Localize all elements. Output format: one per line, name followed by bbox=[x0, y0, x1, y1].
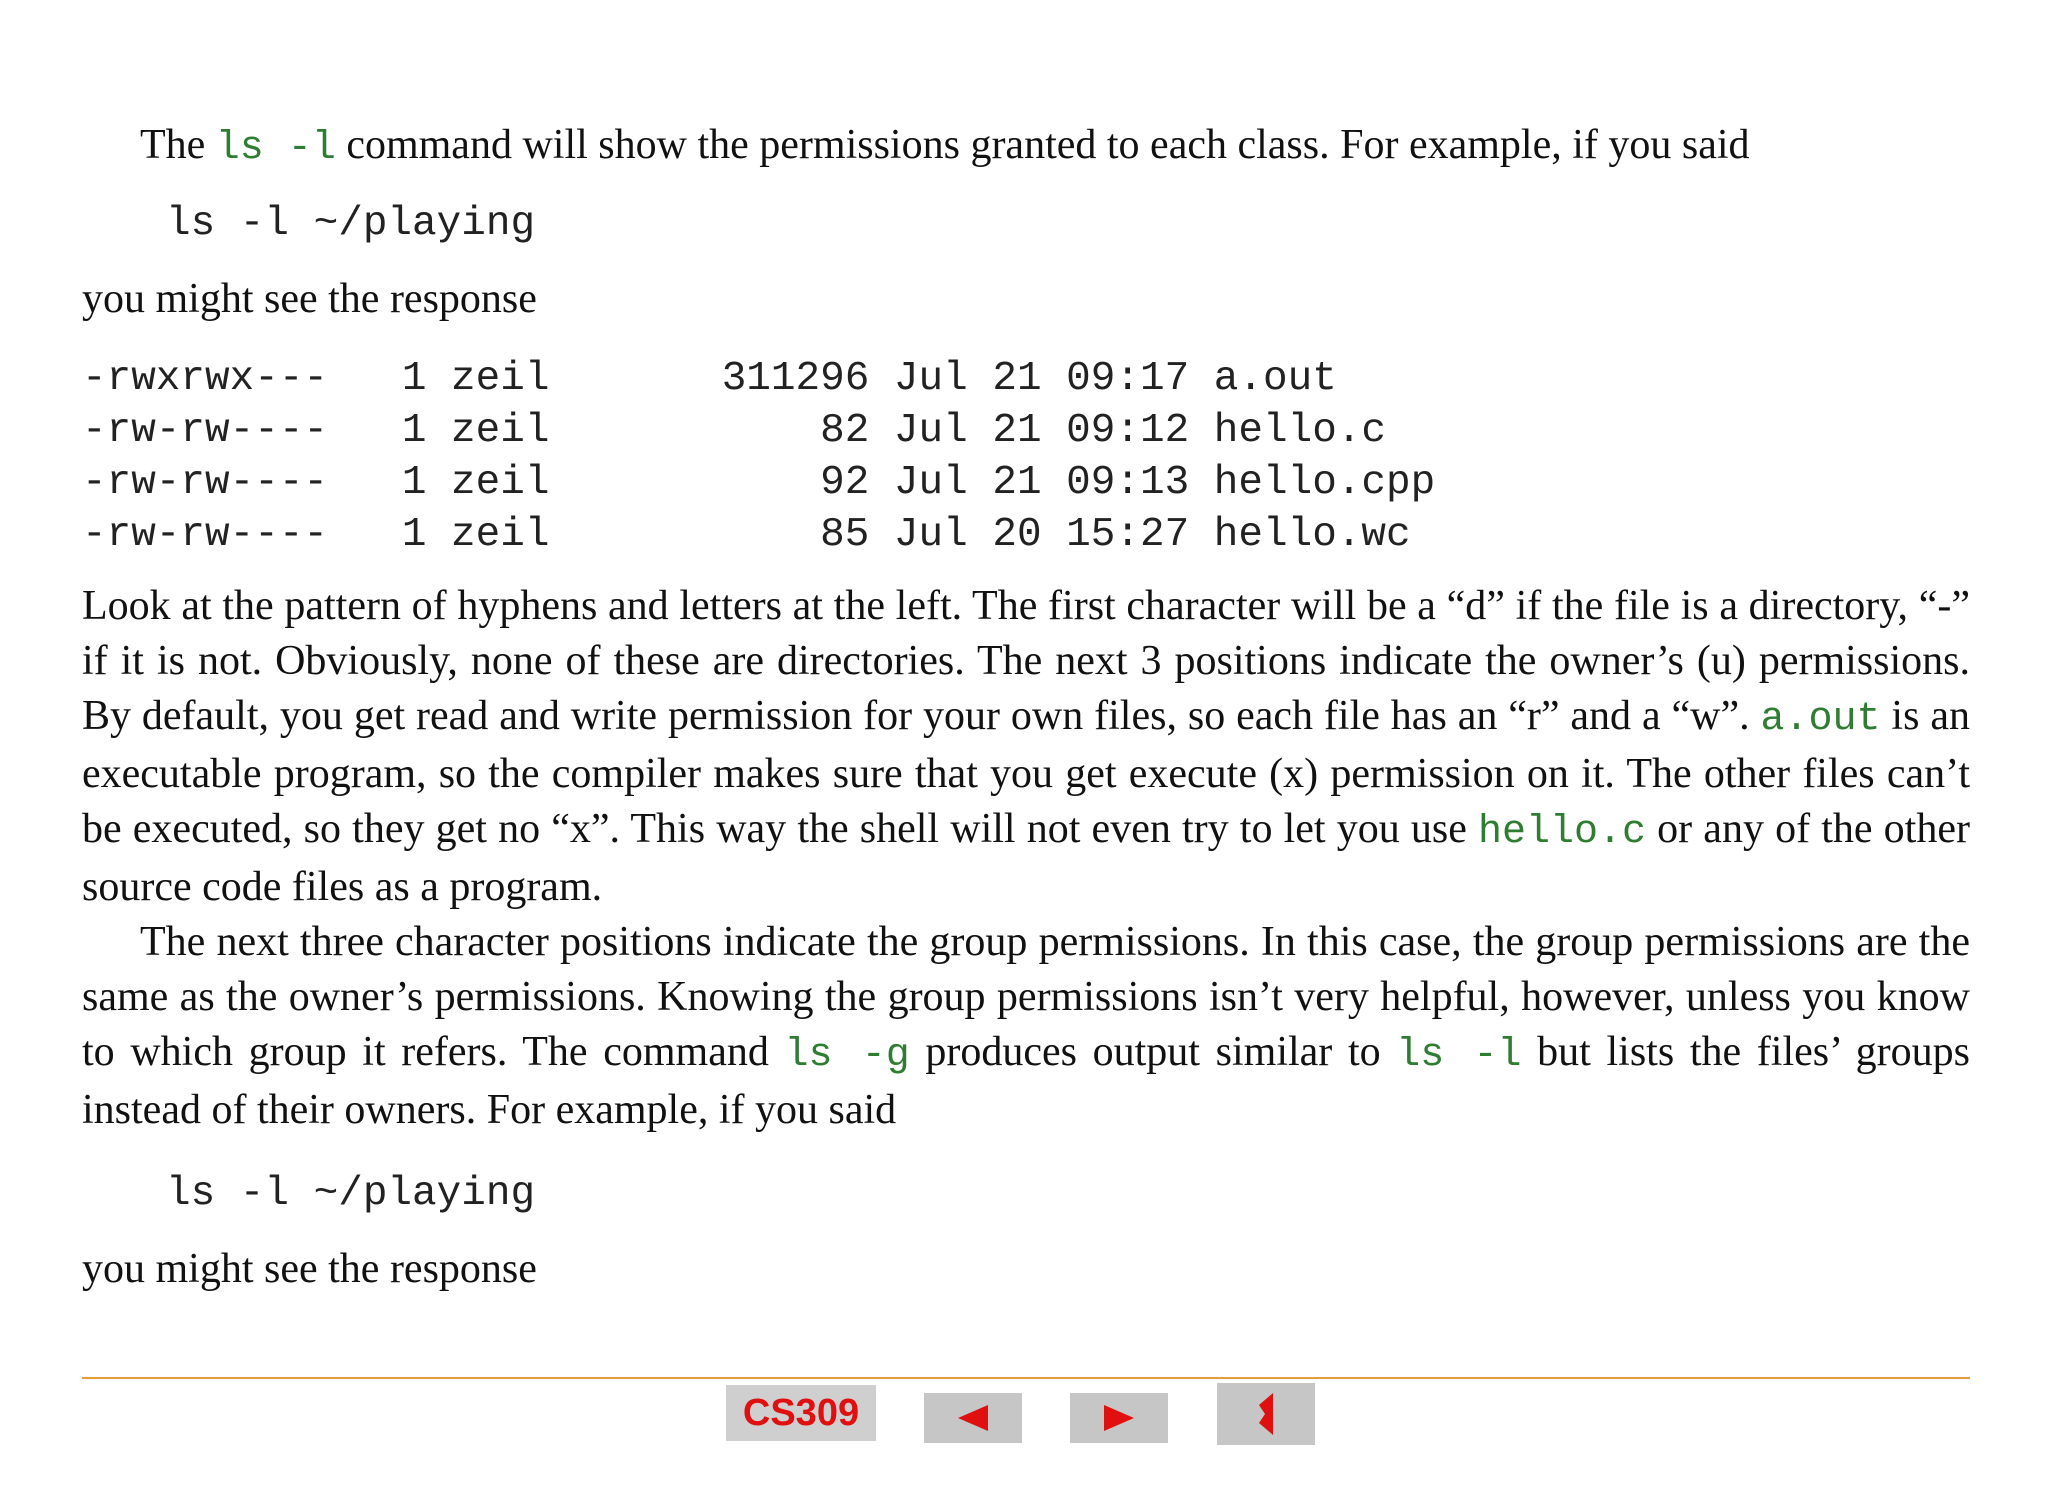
inline-code-hello-c: hello.c bbox=[1478, 810, 1647, 855]
permissions-paragraph bbox=[82, 579, 1970, 915]
back-button[interactable] bbox=[1217, 1383, 1315, 1445]
previous-page-button[interactable] bbox=[924, 1393, 1022, 1443]
course-home-button[interactable] bbox=[726, 1385, 876, 1441]
response-label-2: you might see the response bbox=[82, 1246, 537, 1292]
command-example-2: ls -l ~/playing bbox=[166, 1171, 536, 1217]
inline-code-ls-l: ls -l bbox=[1396, 1033, 1522, 1078]
listing-row: -rw-rw---- 1 zeil 82 Jul 21 09:12 hello.c bbox=[82, 408, 1387, 454]
intro-paragraph bbox=[82, 118, 1970, 176]
ls-listing bbox=[82, 353, 1970, 561]
intro-text: The bbox=[140, 122, 216, 168]
footer-divider bbox=[82, 1377, 1970, 1379]
group-paragraph bbox=[82, 915, 1970, 1138]
course-label: CS309 bbox=[742, 1391, 860, 1434]
paragraph-text: produces output similar to bbox=[909, 1029, 1397, 1075]
paragraph-text: Look at the pattern of hyphens and letters at the left. The first character will be a “d” if the file is a directory, “-” if it is not. Obviously, none of these are directories. The next 3 positions indicate the owner’s (u) permissions. By default, you get read and write permission for your own files, so each file has an “r” and a “w”. bbox=[82, 583, 1970, 739]
inline-code-ls-g: ls -g bbox=[784, 1033, 910, 1078]
left-triangle-icon bbox=[958, 1405, 988, 1431]
listing-row: -rwxrwx--- 1 zeil 311296 Jul 21 09:17 a.out bbox=[82, 356, 1337, 402]
paragraph-text: but lists the files’ groups instead of their owners. For example, if you said bbox=[82, 1029, 1970, 1133]
paragraph-text: The next three character positions indicate the group permissions. In this case, the group permissions are the same as the owner’s permissions. Knowing the group permissions isn’t very helpful, however, unless you know to which group it refers. The command bbox=[82, 919, 1970, 1075]
inline-code-a-out: a.out bbox=[1760, 697, 1881, 742]
next-page-button[interactable] bbox=[1070, 1393, 1168, 1443]
intro-text-end: command will show the permissions granted to each class. For example, if you said bbox=[335, 122, 1750, 168]
listing-row: -rw-rw---- 1 zeil 85 Jul 20 15:27 hello.wc bbox=[82, 512, 1411, 558]
command-example-1: ls -l ~/playing bbox=[166, 201, 536, 247]
listing-row: -rw-rw---- 1 zeil 92 Jul 21 09:13 hello.cpp bbox=[82, 460, 1436, 506]
slide-body bbox=[82, 118, 1970, 1297]
back-arrow-icon bbox=[1255, 1393, 1277, 1435]
right-triangle-icon bbox=[1104, 1405, 1134, 1431]
paragraph-text: is an executable program, so the compiler makes sure that you get execute (x) permission on it. The other files can’t be executed, so they get no “x”. This way the shell will not even try to let you use bbox=[82, 693, 1970, 852]
response-label-1: you might see the response bbox=[82, 276, 537, 322]
inline-code-ls-l: ls -l bbox=[215, 126, 336, 171]
paragraph-text: or any of the other source code files as a program. bbox=[82, 806, 1970, 910]
